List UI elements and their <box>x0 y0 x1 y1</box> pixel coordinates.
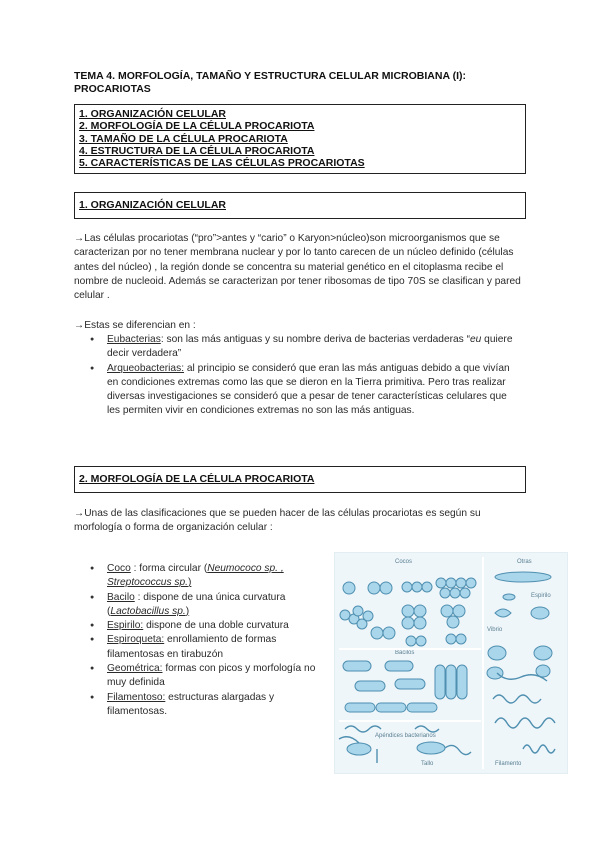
diplococcus-shape-a <box>368 582 380 594</box>
list-item-eubacterias <box>74 333 514 362</box>
streptobacillus-shape <box>345 703 375 712</box>
spirochete-line <box>493 695 541 703</box>
section-2-heading: 2. MORFOLOGÍA DE LA CÉLULA PROCARIOTA <box>74 466 526 493</box>
espirilo-text: dispone de una doble curvatura <box>143 620 289 632</box>
eubacterias-italic: eu <box>470 334 482 345</box>
section-1-heading: 1. ORGANIZACIÓN CELULAR <box>74 192 526 219</box>
label-bacilos: Bacilos <box>395 650 415 656</box>
geometrica-text: formas con picos y morfología no muy definida <box>107 663 316 689</box>
section-1-list <box>74 333 514 419</box>
list-item-arqueobacterias <box>74 362 514 419</box>
table-of-contents <box>74 104 526 174</box>
term-arqueobacterias: Arqueobacterias: <box>107 362 185 374</box>
morphology-figure <box>334 552 568 774</box>
coccus-shape <box>343 582 355 594</box>
tetrad-shape <box>436 578 446 588</box>
term-espirilo: Espirilo: <box>107 620 144 632</box>
staphylococcus-shape <box>441 605 453 617</box>
bacilo-end: ) <box>185 605 190 617</box>
term-filamentoso: Filamentoso: <box>107 691 166 703</box>
term-eubacterias: Eubacterias <box>107 334 161 345</box>
term-geometrica: Geométrica: <box>107 663 163 675</box>
term-coco: Coco <box>107 563 131 574</box>
coco-text: : forma circular ( <box>130 563 208 574</box>
filamentoso-text: estructuras alargadas y filamentosas. <box>107 691 275 717</box>
morphology-list <box>74 562 332 719</box>
bacillus-shape <box>343 661 371 671</box>
label-espirilo: Espirilo <box>531 593 551 599</box>
palisade-bacillus <box>435 665 445 699</box>
coco-italic: Neumococo sp. , Streptococcus sp. <box>107 563 284 589</box>
flagellated-cell <box>347 743 371 755</box>
vibrio-small <box>503 594 515 600</box>
list-item-espirilo <box>74 619 332 633</box>
bacilo-text: : dispone de una única curvatura ( <box>107 591 286 617</box>
flagellum-line <box>339 737 359 743</box>
eubacterias-text: : son las más antiguas y su nombre deriva de bacterias verdaderas “ <box>160 334 470 345</box>
streptococcus-shape <box>340 610 350 620</box>
label-vibrio: Vibrio <box>487 627 503 633</box>
label-otras: Otras <box>517 559 532 565</box>
label-apendices: Apéndices bacterianos <box>375 733 436 739</box>
list-item-coco <box>74 562 332 591</box>
toc-item-2[interactable]: 2. MORFOLOGÍA DE LA CÉLULA PROCARIOTA <box>79 120 315 133</box>
label-cocos: Cocos <box>395 559 413 565</box>
chain-coccus <box>402 582 412 592</box>
list-item-geometrica <box>74 662 332 691</box>
espiroqueta-text: enrollamiento de formas filamentosas en tirabuzón <box>107 634 277 660</box>
section-1-intro: →Las células procariotas (“pro”>antes y “cario” o Karyon>núcleo)son microorganismos que se caracterizan por no tener membrana nuclear y por lo tanto carecen de un núcleo definido (células antes del núcleo) , la región donde se concentra su material genético en el citoplasma recibe el nombre de nucleoid. Además se caracterizan por tener ribosomas de tipo 70S se clasifican y pared celular . <box>74 233 521 302</box>
page-title: TEMA 4. MORFOLOGÍA, TAMAÑO Y ESTRUCTURA CELULAR MICROBIANA (I): PROCARIOTAS <box>74 70 466 95</box>
section-2-intro: →Unas de las clasificaciones que se pueden hacer de las células procariotas es según su morfología o forma de organización celular : <box>74 508 481 534</box>
label-filamento: Filamento <box>495 761 522 767</box>
list-item-filamentoso <box>74 691 332 720</box>
eubacterias-text-end: quiere decir verdadera” <box>107 334 513 360</box>
arqueobacterias-text: al principio se consideró que eran las más antiguas debido a que vivían en condiciones extremas como las que se dieron en la Tierra primitiva. Pero tras realizar diversas investigaciones se consideró que a pesar de tener características celulares que les permiten vivir en condiciones extremas no son las más antiguas. <box>107 362 510 417</box>
list-item-bacilo <box>74 591 332 620</box>
sarcina-shape <box>402 605 414 617</box>
toc-item-1[interactable]: 1. ORGANIZACIÓN CELULAR <box>79 108 226 120</box>
stalked-cell <box>488 646 506 660</box>
term-bacilo: Bacilo <box>107 591 135 603</box>
list-item-espiroqueta <box>74 633 332 662</box>
vibrio-shape <box>495 609 511 617</box>
label-tallo: Tallo <box>421 761 434 767</box>
toc-item-4[interactable]: 4. ESTRUCTURA DE LA CÉLULA PROCARIOTA <box>79 144 315 157</box>
toc-item-3[interactable]: 3. TAMAÑO DE LA CÉLULA PROCARIOTA <box>79 132 288 145</box>
toc-item-5[interactable]: 5. CARACTERÍSTICAS DE LAS CÉLULAS PROCARIOTAS <box>79 157 365 170</box>
term-espiroqueta: Espiroqueta: <box>107 634 165 646</box>
coco-end: ) <box>187 577 192 589</box>
diplococcus-shape-b <box>380 582 392 594</box>
section-1-lead: →Estas se diferencian en : <box>74 320 196 331</box>
bacilo-italic: Lactobacillus sp. <box>110 605 186 617</box>
spirillum-shape <box>495 572 551 582</box>
